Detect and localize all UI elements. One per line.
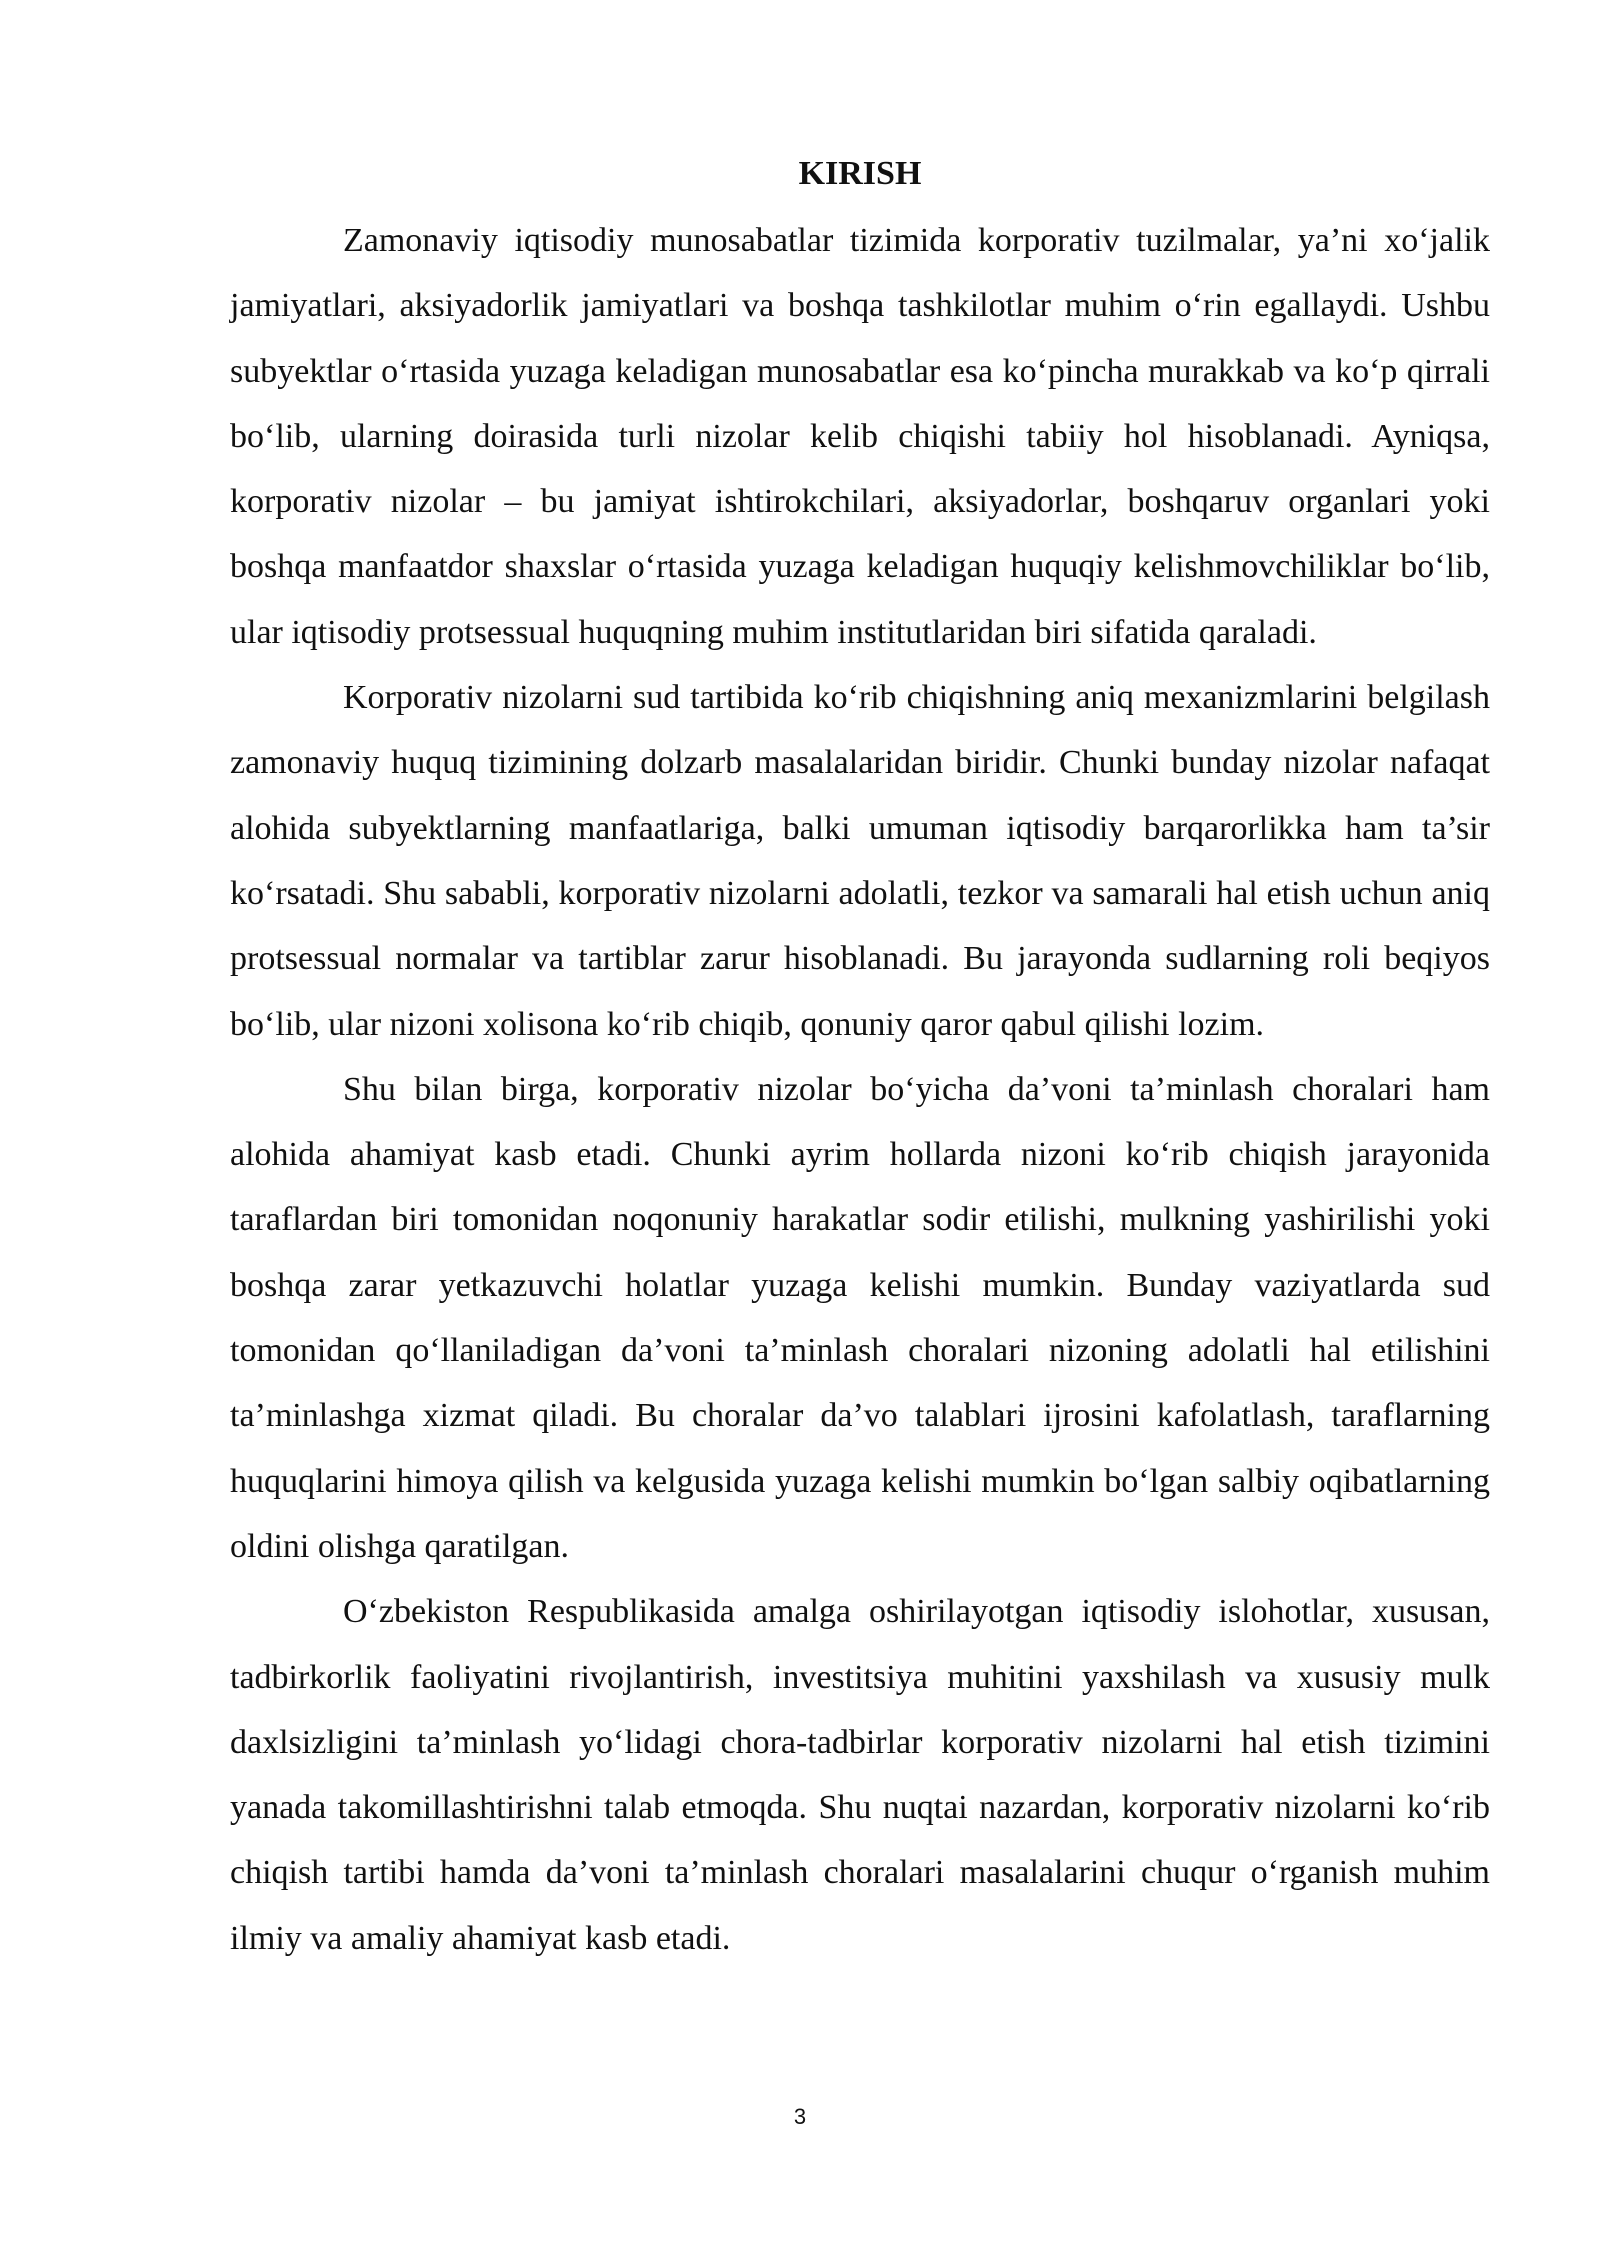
page-content [230,140,1490,1971]
section-title: KIRISH [798,155,922,192]
paragraph-2: Korporativ nizolarni sud tartibida ko‘rib chiqishning aniq mexanizmlarini belgilash zamonaviy huquq tizimining dolzarb masalalaridan biridir. Chunki bunday nizolar nafaqat alohida subyektlarning manfaatlariga, balki umuman iqtisodiy barqarorlikka ham ta’sir ko‘rsatadi. Shu sababli, korporativ nizolarni adolatli, tezkor va samarali hal etish uchun aniq protsessual normalar va tartiblar zarur hisoblanadi. Bu jarayonda sudlarning roli beqiyos bo‘lib, ular nizoni xolisona ko‘rib chiqib, qonuniy qaror qabul qilishi lozim. [230,679,1490,1043]
paragraph-3: Shu bilan birga, korporativ nizolar bo‘yicha da’voni ta’minlash choralari ham alohida ahamiyat kasb etadi. Chunki ayrim hollarda nizoni ko‘rib chiqish jarayonida taraflardan biri tomonidan noqonuniy harakatlar sodir etilishi, mulkning yashirilishi yoki boshqa zarar yetkazuvchi holatlar yuzaga kelishi mumkin. Bunday vaziyatlarda sud tomonidan qo‘llaniladigan da’voni ta’minlash choralari nizoning adolatli hal etilishini ta’minlashga xizmat qiladi. Bu choralar da’vo talablari ijrosini kafolatlash, taraflarning huquqlarini himoya qilish va kelgusida yuzaga kelishi mumkin bo‘lgan salbiy oqibatlarning oldini olishga qaratilgan. [230,1070,1490,1565]
page-number: 3 [793,2104,807,2129]
paragraph-4: O‘zbekiston Respublikasida amalga oshirilayotgan iqtisodiy islohotlar, xususan, tadbirkorlik faoliyatini rivojlantirish, investitsiya muhitini yaxshilash va xususiy mulk daxlsizligini ta’minlash yo‘lidagi chora-tadbirlar korporativ nizolarni hal etish tizimini yanada takomillashtirishni talab etmoqda. Shu nuqtai nazardan, korporativ nizolarni ko‘rib chiqish tartibi hamda da’voni ta’minlash choralari masalalarini chuqur o‘rganish muhim ilmiy va amaliy ahamiyat kasb etadi. [230,1593,1490,1957]
paragraph-1: Zamonaviy iqtisodiy munosabatlar tizimida korporativ tuzilmalar, ya’ni xo‘jalik jamiyatlari, aksiyadorlik jamiyatlari va boshqa tashkilotlar muhim o‘rin egallaydi. Ushbu subyektlar o‘rtasida yuzaga keladigan munosabatlar esa ko‘pincha murakkab va ko‘p qirrali bo‘lib, ularning doirasida turli nizolar kelib chiqishi tabiiy hol hisoblanadi. Ayniqsa, korporativ nizolar – bu jamiyat ishtirokchilari, aksiyadorlar, boshqaruv organlari yoki boshqa manfaatdor shaxslar o‘rtasida yuzaga keladigan huquqiy kelishmovchiliklar bo‘lib, ular iqtisodiy protsessual huquqning muhim institutlaridan biri sifatida qaraladi. [230,222,1490,651]
